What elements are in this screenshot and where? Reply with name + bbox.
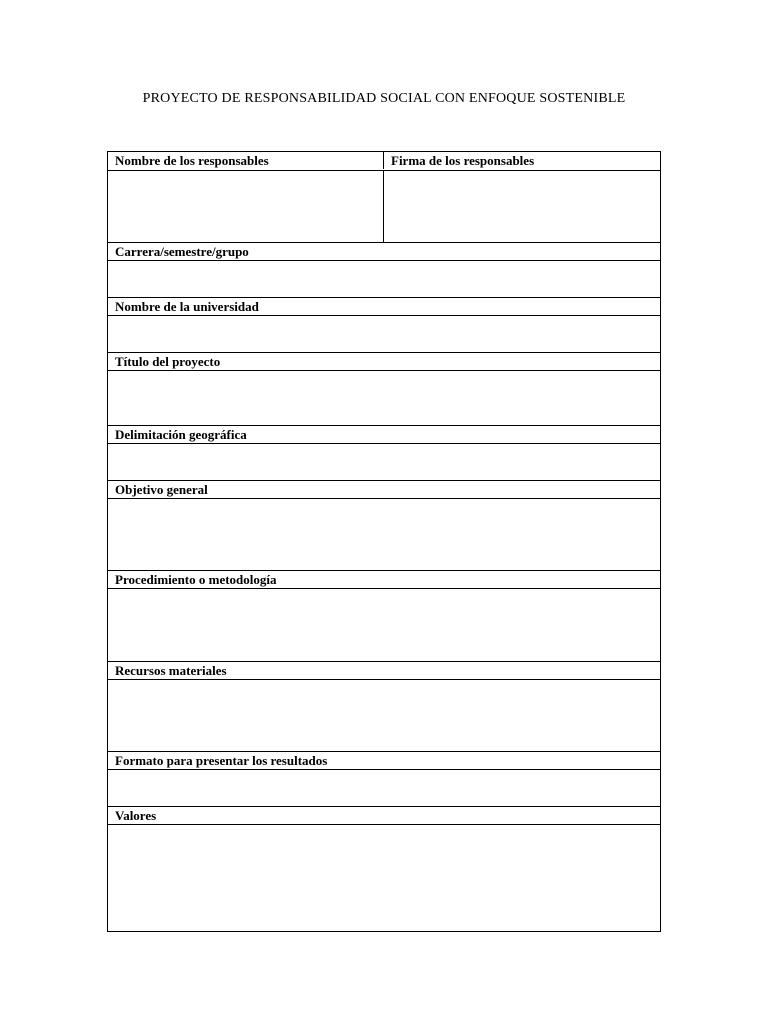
- objetivo-field[interactable]: [108, 499, 660, 570]
- recursos-label-row: [108, 661, 660, 679]
- titulo-input-row: [108, 370, 660, 425]
- valores-input-row: [108, 824, 660, 931]
- responsables-signature-field[interactable]: [384, 171, 660, 242]
- valores-field[interactable]: [108, 825, 660, 931]
- universidad-label-row: [108, 297, 660, 315]
- valores-label: Valores: [115, 808, 157, 823]
- objetivo-input-row: [108, 498, 660, 570]
- procedimiento-input-row: [108, 588, 660, 661]
- procedimiento-field[interactable]: [108, 589, 660, 661]
- recursos-field[interactable]: [108, 680, 660, 751]
- delimitacion-label: Delimitación geográfica: [115, 427, 247, 442]
- formato-input-row: [108, 769, 660, 806]
- carrera-label: Carrera/semestre/grupo: [115, 244, 249, 259]
- delimitacion-label-row: [108, 425, 660, 443]
- universidad-label: Nombre de la universidad: [115, 299, 259, 314]
- objetivo-label-row: [108, 480, 660, 498]
- universidad-field[interactable]: [108, 316, 660, 352]
- carrera-field[interactable]: [108, 261, 660, 297]
- objetivo-label: Objetivo general: [115, 482, 208, 497]
- responsables-name-label: Nombre de los responsables: [108, 152, 384, 169]
- formato-label: Formato para presentar los resultados: [115, 753, 328, 768]
- carrera-input-row: [108, 260, 660, 297]
- project-form-table: [107, 151, 661, 932]
- delimitacion-field[interactable]: [108, 444, 660, 480]
- procedimiento-label-row: [108, 570, 660, 588]
- recursos-label: Recursos materiales: [115, 663, 227, 678]
- responsables-name-field[interactable]: [108, 171, 384, 242]
- titulo-field[interactable]: [108, 371, 660, 425]
- titulo-label: Título del proyecto: [115, 354, 221, 369]
- delimitacion-input-row: [108, 443, 660, 480]
- procedimiento-label: Procedimiento o metodología: [115, 572, 277, 587]
- recursos-input-row: [108, 679, 660, 751]
- universidad-input-row: [108, 315, 660, 352]
- responsables-input-row: [108, 170, 660, 242]
- formato-label-row: [108, 751, 660, 769]
- formato-field[interactable]: [108, 770, 660, 806]
- titulo-label-row: [108, 352, 660, 370]
- responsables-signature-label: Firma de los responsables: [391, 153, 535, 168]
- valores-label-row: [108, 806, 660, 824]
- responsables-header-row: [108, 152, 660, 170]
- carrera-label-row: [108, 242, 660, 260]
- document-title: PROYECTO DE RESPONSABILIDAD SOCIAL CON ENFOQUE SOSTENIBLE: [142, 91, 626, 106]
